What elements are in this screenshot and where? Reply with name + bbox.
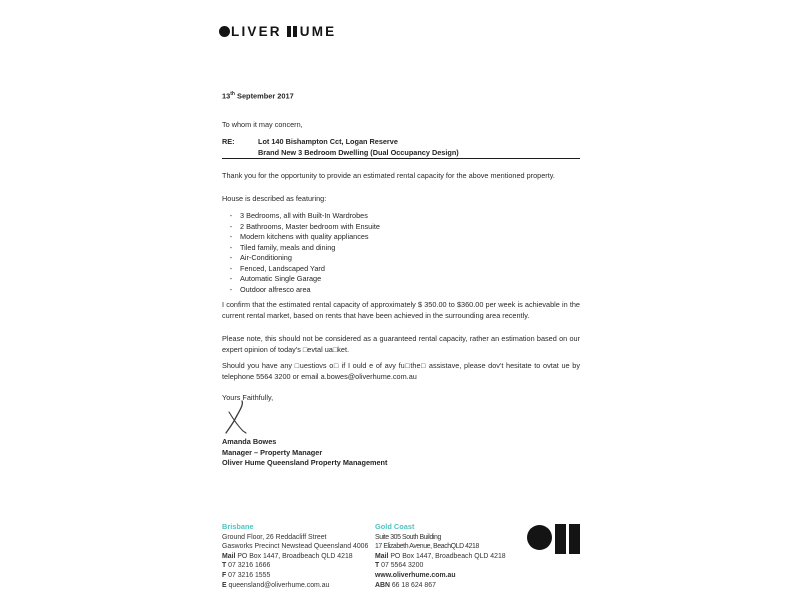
gold-coast-address-2: 17 Elizabeth Avenue, BeachQLD 4218 (375, 543, 479, 551)
brisbane-email: E queensland@oliverhume.com.au (222, 581, 330, 589)
brisbane-phone: T 07 3216 1666 (222, 562, 271, 570)
bullet-dash: - (229, 211, 233, 220)
feature-text: Air-Conditioning (240, 253, 292, 262)
handwritten-signature (224, 399, 254, 435)
footer-gold-coast (375, 522, 525, 590)
signer-block (222, 437, 580, 469)
bullet-dash: - (229, 284, 233, 294)
signer-company: Oliver Hume Queensland Property Management (222, 458, 388, 467)
logo-word-ume: UME (299, 23, 337, 39)
re-label: RE: (222, 137, 235, 146)
re-lines (258, 137, 459, 158)
brisbane-fax: F 07 3216 1555 (222, 571, 271, 579)
feature-text: 2 Bathrooms, Master bedroom with Ensuite (240, 221, 380, 231)
paragraph-confirm: I confirm that the estimated rental capacity of approximately $ 350.00 to $360.00 per week is achievable in the current rental market, based on rents that have been achieved in the surrounding area recently. (222, 300, 580, 320)
logo-word-liver: LIVER (231, 23, 282, 39)
feature-text: 3 Bedrooms, all with Built-In Wardrobes (240, 211, 368, 220)
divider-rule (222, 158, 580, 159)
feature-text: Outdoor alfresco area (240, 284, 311, 294)
brisbane-address-2: Gasworks Precinct Newstead Queensland 4006 (222, 543, 369, 551)
bullet-dash: - (229, 274, 233, 283)
signer-title: Manager – Property Manager (222, 447, 323, 457)
list-item (222, 264, 580, 275)
gold-coast-address-1: Suite 305 South Building (375, 533, 441, 541)
bullet-dash: - (229, 232, 233, 241)
gold-coast-heading: Gold Coast (375, 522, 415, 531)
footer-logo-bar-icon (569, 524, 580, 554)
list-item (222, 243, 580, 254)
feature-text: Modern kitchens with quality appliances (240, 232, 369, 241)
salutation: To whom it may concern, (222, 120, 303, 129)
list-item (222, 222, 580, 233)
bullet-dash: - (229, 221, 233, 231)
feature-text: Automatic Single Garage (240, 274, 322, 283)
re-line-1: Lot 140 Bishampton Cct, Logan Reserve (258, 137, 398, 146)
paragraph-features-intro: House is described as featuring: (222, 194, 327, 203)
oliver-hume-footer-mark (527, 524, 580, 554)
list-item (222, 285, 580, 296)
feature-text: Tiled family, meals and dining (240, 242, 336, 252)
footer-logo-circle-icon (527, 525, 552, 550)
footer-brisbane (222, 522, 372, 590)
letter-date: 13th September 2017 (222, 91, 294, 101)
feature-list (222, 211, 580, 295)
signer-name: Amanda Bowes (222, 437, 277, 446)
gold-coast-abn: ABN 66 18 624 867 (375, 581, 436, 589)
gold-coast-phone: T 07 5564 3200 (375, 562, 424, 570)
feature-text: Fenced, Landscaped Yard (240, 263, 325, 273)
brisbane-mail: Mail PO Box 1447, Broadbeach QLD 4218 (222, 552, 353, 560)
bullet-dash: - (229, 253, 233, 262)
gold-coast-website: www.oliverhume.com.au (375, 571, 456, 579)
bullet-dash: - (229, 263, 233, 273)
logo-o-circle-icon (219, 26, 230, 37)
re-line-2: Brand New 3 Bedroom Dwelling (Dual Occupancy Design) (258, 147, 459, 157)
brisbane-address-1: Ground Floor, 26 Reddacliff Street (222, 533, 327, 541)
list-item (222, 232, 580, 243)
list-item (222, 274, 580, 285)
list-item (222, 211, 580, 222)
bullet-dash: - (229, 242, 233, 252)
logo-h-bars-icon (287, 26, 299, 37)
paragraph-contact: Should you have any □uestiovs o□ if I ould e of avy fu□the□ assistave, please dov't hesitate to ovtat ue by telephone 5564 3200 or email a.bowes@oliverhume.com.au (222, 361, 580, 381)
list-item (222, 253, 580, 264)
gold-coast-mail: Mail PO Box 1447, Broadbeach QLD 4218 (375, 552, 506, 560)
paragraph-note: Please note, this should not be considered as a guaranteed rental capacity, rather an estimation based on our expert opinion of today's □evtal ua□ket. (222, 334, 580, 354)
closing-line: Yours Faithfully, (222, 393, 274, 402)
re-block (222, 137, 580, 158)
brisbane-heading: Brisbane (222, 522, 254, 531)
footer-logo-bar-icon (555, 524, 566, 554)
oliver-hume-logo (219, 24, 336, 38)
paragraph-intro: Thank you for the opportunity to provide an estimated rental capacity for the above mentioned property. (222, 171, 555, 180)
